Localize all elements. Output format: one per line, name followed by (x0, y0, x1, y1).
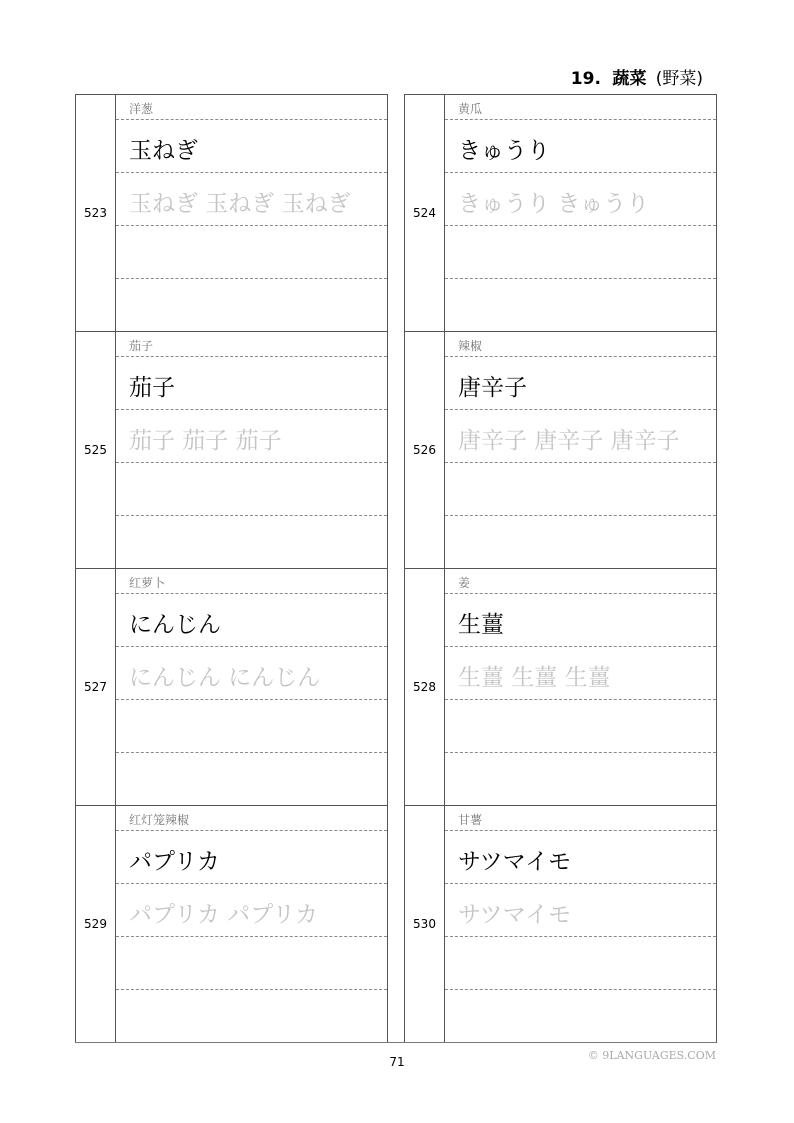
entry-trace: サツマイモ (458, 902, 572, 928)
practice-line[interactable] (445, 516, 716, 569)
entry-number-cell (405, 806, 445, 1042)
practice-line[interactable] (116, 990, 387, 1043)
practice-line[interactable] (445, 753, 716, 806)
practice-line[interactable] (116, 700, 387, 753)
vocab-entry (404, 94, 717, 331)
entry-word: 生薑 (458, 612, 504, 638)
entry-trace: 茄子 茄子 茄子 (129, 428, 282, 454)
entry-word: パプリカ (129, 849, 220, 875)
practice-line[interactable] (116, 516, 387, 569)
page-heading (571, 64, 703, 89)
vocab-entry (404, 331, 717, 568)
entry-number-cell (76, 332, 116, 568)
entry-word: きゅうり (458, 138, 550, 164)
entry-hint: 辣椒 (458, 339, 483, 353)
entry-hint: 姜 (458, 576, 471, 590)
entry-hint: 甘薯 (458, 813, 483, 827)
page-number: 71 (389, 1055, 405, 1069)
practice-line[interactable] (116, 753, 387, 806)
entry-number-cell (405, 569, 445, 805)
entry-number: 528 (413, 680, 436, 694)
practice-line[interactable] (445, 226, 716, 279)
entry-word: にんじん (129, 612, 221, 638)
practice-line[interactable] (445, 937, 716, 990)
entry-number-cell (76, 95, 116, 331)
practice-line[interactable] (445, 463, 716, 516)
entry-word: 唐辛子 (458, 375, 527, 401)
vocab-entry (404, 805, 717, 1043)
entry-number: 529 (84, 917, 107, 931)
section-title-jp: (野菜) (655, 69, 703, 89)
entry-hint: 黄瓜 (458, 102, 483, 116)
entry-number-cell (405, 332, 445, 568)
entry-word: 茄子 (129, 375, 175, 401)
vocab-entry (75, 94, 388, 331)
entry-number: 527 (84, 680, 107, 694)
footer-divider (75, 1042, 716, 1043)
practice-line[interactable] (116, 937, 387, 990)
entry-trace: にんじん にんじん (129, 665, 321, 691)
entry-trace: 玉ねぎ 玉ねぎ 玉ねぎ (129, 191, 351, 217)
vocab-entry (75, 331, 388, 568)
entry-word: 玉ねぎ (129, 138, 198, 164)
entry-number-cell (76, 806, 116, 1042)
entry-hint: 茄子 (129, 339, 154, 353)
entry-trace: 唐辛子 唐辛子 唐辛子 (458, 428, 680, 454)
practice-line[interactable] (116, 226, 387, 279)
entry-hint: 洋葱 (129, 102, 154, 116)
practice-line[interactable] (116, 279, 387, 332)
section-title-cn: 蔬菜 (612, 69, 647, 89)
right-column (404, 94, 717, 1043)
entry-number: 530 (413, 917, 436, 931)
entry-number: 526 (413, 443, 436, 457)
left-column (75, 94, 388, 1043)
practice-line[interactable] (445, 700, 716, 753)
vocab-entry (75, 568, 388, 805)
practice-line[interactable] (445, 279, 716, 332)
entry-trace: きゅうり きゅうり (458, 191, 650, 217)
entry-trace: パプリカ パプリカ (129, 902, 319, 928)
entry-trace: 生薑 生薑 生薑 (458, 665, 611, 691)
copyright-notice: © 9LANGUAGES.COM (587, 1049, 716, 1062)
practice-line[interactable] (116, 463, 387, 516)
vocab-entry (404, 568, 717, 805)
entry-number-cell (405, 95, 445, 331)
entry-number: 525 (84, 443, 107, 457)
entry-number: 524 (413, 206, 436, 220)
entry-number: 523 (84, 206, 107, 220)
vocab-entry (75, 805, 388, 1043)
section-number: 19. (570, 69, 601, 89)
entry-hint: 红灯笼辣椒 (129, 813, 190, 827)
entry-hint: 红萝卜 (129, 576, 166, 590)
entry-word: サツマイモ (458, 849, 572, 875)
entry-number-cell (76, 569, 116, 805)
practice-line[interactable] (445, 990, 716, 1043)
